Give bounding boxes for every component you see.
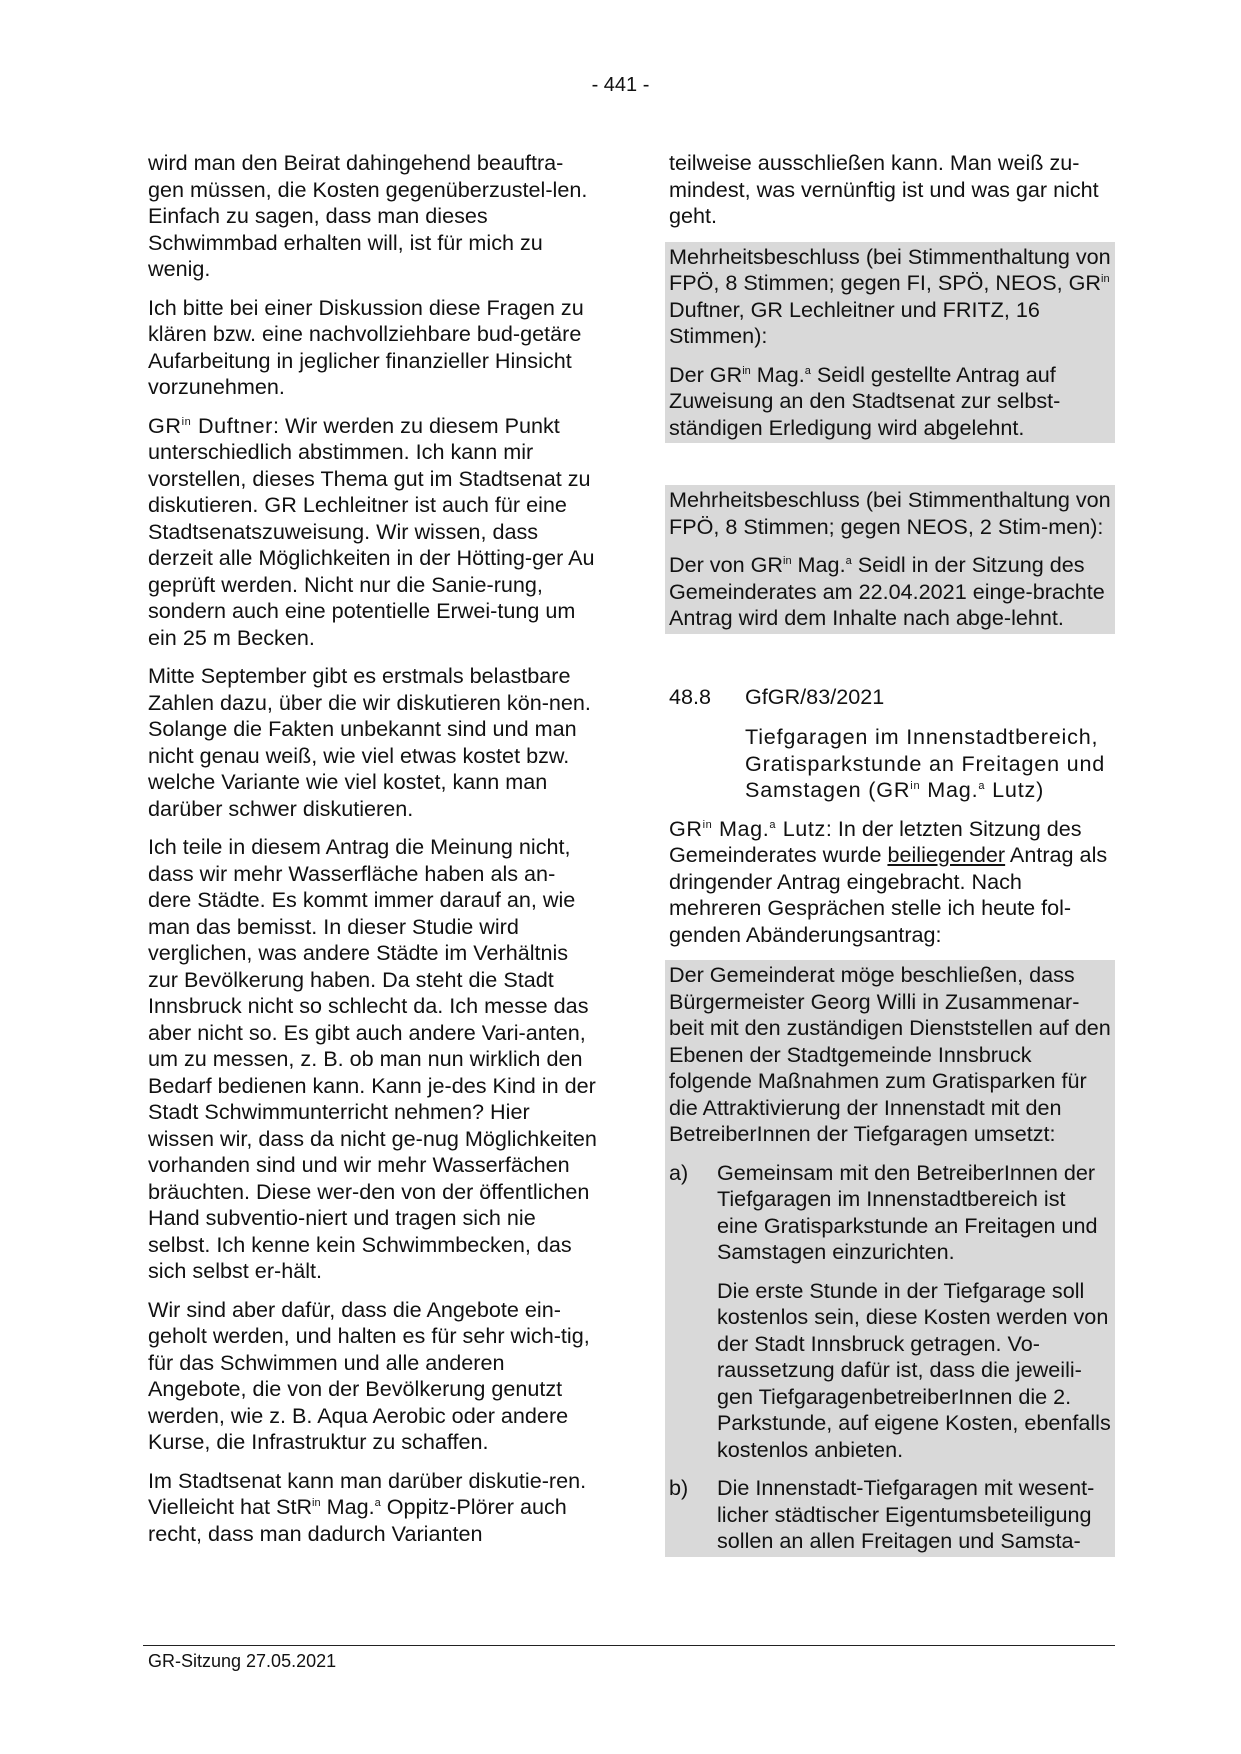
resolution-text: Der von $GR^{in}$ Mag.$^a$ Seidl in der Sitzung des Gemeinderates am 22.04.2021 einge-brachte Antrag wird dem Inhalte nach abge-lehnt. bbox=[669, 552, 1105, 630]
list-item-text: Die erste Stunde in der Tiefgarage soll kostenlos sein, diese Kosten werden von der Stadt Innsbruck getragen. Vo-raussetzung dafür ist, dass die jeweili-gen TiefgaragenbetreiberInnen die 2. Parkstunde, auf eigene Kosten, ebenfalls kostenlos anbieten. bbox=[717, 1277, 1111, 1462]
resolution-box bbox=[665, 242, 1115, 444]
list-item-text: Die Innenstadt-Tiefgaragen mit wesent-licher städtischer Eigentumsbeteiligung sollen an allen Freitagen und Samsta- bbox=[717, 1475, 1095, 1553]
list-item bbox=[669, 1160, 1111, 1464]
paragraph: Ich teile in diesem Antrag die Meinung nicht, dass wir mehr Wasserfläche haben als an-dere Städte. Es kommt immer darauf an, wie man das bemisst. In dieser Studie wird verglichen, was andere Städte im Verhältnis zur Bevölkerung haben. Da steht die Stadt Innsbruck nicht so schlecht da. Ich messe das aber nicht so. Es gibt auch andere Vari-anten, um zu messen, z. B. ob man nun wirklich den Bedarf bedienen kann. Kann je-des Kind in der Stadt Schwimmunterricht nehmen? Hier wissen wir, dass da nicht ge-nug Möglichkeiten vorhanden sind und wir mehr Wasserfächen bräuchten. Diese wer-den von der öffentlichen Hand subventio-niert und tragen sich nie selbst. Ich kenne kein Schwimmbecken, das sich selbst er-hält. bbox=[148, 834, 597, 1283]
speaker-name: $GR^{in}$ Mag.$^a$ Lutz bbox=[669, 815, 826, 841]
agenda-title: Tiefgaragen im Innenstadtbereich, Gratisparkstunde an Freitagen und Samstagen ($GR^{in}$ Mag.$^a$ Lutz) bbox=[745, 724, 1106, 802]
paragraph: wird man den Beirat dahingehend beauftra-gen müssen, die Kosten gegenüberzustel-len. Einfach zu sagen, dass man dieses Schwimmbad erhalten will, ist für mich zu wenig. bbox=[148, 150, 588, 281]
footer-divider bbox=[143, 1645, 1115, 1646]
paragraph: $GR^{in}$ Mag.$^a$ Lutz: In der letzten Sitzung des Gemeinderates wurde beiliegender Antrag als dringender Antrag eingebracht. Nach mehreren Gesprächen stelle ich heute fol-genden Abänderungsantrag: bbox=[669, 815, 1108, 947]
paragraph: Im Stadtsenat kann man darüber diskutie-ren. Vielleicht hat StR$^{in}$ Mag.$^a$ Oppitz-Plörer auch recht, dass man dadurch Varianten bbox=[148, 1467, 587, 1546]
vote-result: Mehrheitsbeschluss (bei Stimmenthaltung von FPÖ, 8 Stimmen; gegen FI, SPÖ, NEOS, $GR^{in}$ Duftner, GR Lechleitner und FRITZ, 16 Stimmen): bbox=[669, 243, 1111, 348]
list-item-text: Gemeinsam mit den BetreiberInnen der Tiefgaragen im Innenstadtbereich ist eine Gratisparkstunde an Freitagen und Samstagen einzurichten. bbox=[717, 1159, 1098, 1264]
agenda-number: 48.8 bbox=[669, 683, 712, 709]
speaker-name: $GR^{in}$ Duftner bbox=[148, 412, 273, 438]
paragraph: $GR^{in}$ Duftner: Wir werden zu diesem Punkt unterschiedlich abstimmen. Ich kann mir vorstellen, dieses Thema gut im Stadtsenat zu diskutieren. GR Lechleitner ist auch für eine Stadtsenatszuweisung. Wir wissen, dass derzeit alle Möglichkeiten in der Hötting-ger Au geprüft werden. Nicht nur die Sanie-rung, sondern auch eine potentielle Erwei-tung um ein 25 m Becken. bbox=[148, 412, 595, 650]
motion-box bbox=[665, 960, 1115, 1557]
list-marker: b) bbox=[669, 1475, 689, 1500]
right-column bbox=[665, 150, 1115, 1557]
paragraph: Mitte September gibt es erstmals belastbare Zahlen dazu, über die wir diskutieren kön-nen. Solange die Fakten unbekannt sind und man nicht genau weiß, wie viel etwas kostet bzw. welche Variante wie viel kostet, kann man darüber schwer diskutieren. bbox=[148, 663, 591, 821]
motion-intro: Der Gemeinderat möge beschließen, dass Bürgermeister Georg Willi in Zusammenar-beit mit den zuständigen Dienststellen auf den Ebenen der Stadtgemeinde Innsbruck folgende Maßnahmen zum Gratisparken für die Attraktivierung der Innenstadt mit den BetreiberInnen der Tiefgaragen umsetzt: bbox=[669, 962, 1111, 1146]
page-number: - 441 - bbox=[591, 74, 650, 96]
agenda-code: GfGR/83/2021 bbox=[745, 683, 885, 709]
footer-text: GR-Sitzung 27.05.2021 bbox=[148, 1651, 337, 1671]
attachment-link[interactable]: beiliegender bbox=[887, 842, 1006, 867]
agenda-item bbox=[665, 684, 1115, 804]
paragraph: Wir sind aber dafür, dass die Angebote ein-geholt werden, und halten es für sehr wich-tig, für das Schwimmen und alle anderen Angebote, die von der Bevölkerung genutzt werden, wie z. B. Aqua Aerobic oder andere Kurse, die Infrastruktur zu schaffen. bbox=[148, 1296, 590, 1454]
vote-result: Mehrheitsbeschluss (bei Stimmenthaltung von FPÖ, 8 Stimmen; gegen NEOS, 2 Stim-men): bbox=[669, 487, 1111, 539]
paragraph: teilweise ausschließen kann. Man weiß zu-mindest, was vernünftig ist und was gar nicht geht. bbox=[669, 150, 1099, 228]
list-item bbox=[669, 1475, 1111, 1555]
resolution-text: Der $GR^{in}$ Mag.$^a$ Seidl gestellte Antrag auf Zuweisung an den Stadtsenat zur selbst-ständigen Erledigung wird abgelehnt. bbox=[669, 361, 1061, 440]
paragraph: Ich bitte bei einer Diskussion diese Fragen zu klären bzw. eine nachvollziehbare bud-getäre Aufarbeitung in jeglicher finanzieller Hinsicht vorzunehmen. bbox=[148, 294, 584, 399]
list-marker: a) bbox=[669, 1159, 689, 1185]
left-column bbox=[148, 150, 598, 1559]
resolution-box bbox=[665, 485, 1115, 634]
